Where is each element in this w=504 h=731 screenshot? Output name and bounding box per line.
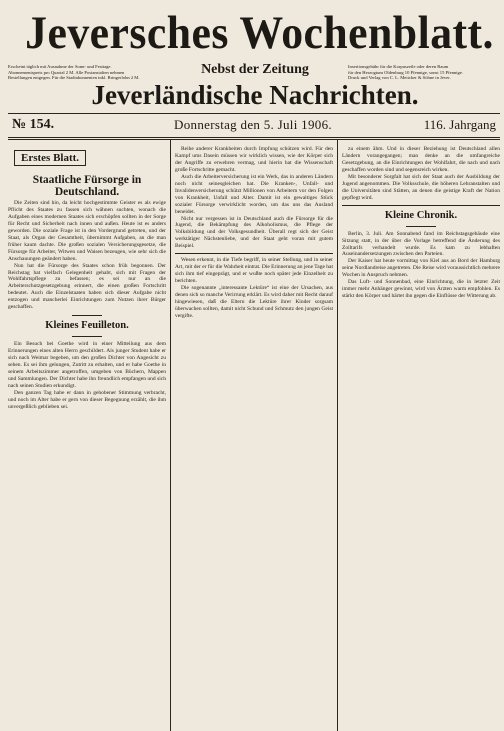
paragraph: zu einem ähm. Und in dieser Beziehung ist Deutschland allen Ländern vorangegangen; man denke an die umfangreiche Gesetzgebung, an die Einrichtungen der Wohlfahrt, die nach und nach geschaffen worden sind und segensreich wirken. xyxy=(342,146,500,173)
paragraph: Berlin, 3. Juli. Am Sonnabend fand im Reichstagsgebäude eine Sitzung statt, in der über die Vorlage betreffend die Änderung des Zolltarifs verhandelt wurde. Es kam zu lebhaften Auseinandersetzungen zwischen den Parteien. xyxy=(342,230,500,258)
paragraph: Nicht nur vergessen ist in Deutschland auch die Fürsorge für die Jugend, die Bekämpfung des Alkoholismus, die Pflege der Volksbildung und der Volksgesundheit. Überall regt sich der Geist werktätiger Nächstenliebe, und der Staat geht voran mit gutem Beispiel. xyxy=(175,215,333,250)
section-box-heading: Erstes Blatt. xyxy=(14,150,86,166)
info-line: Erscheint täglich mit Ausnahme der Sonn- und Festtage. xyxy=(8,64,112,69)
paragraph: Reihe anderer Krankheiten durch Impfung schützen wird. Für den Kampf ums Dasein müssen wir wirklich wissen, wie der Körper sich der Angriffe zu erwehren vermag, und hierin hat die Wissenschaft große Fortschritte gemacht. xyxy=(175,146,333,173)
article-continuation xyxy=(342,146,500,202)
paragraph: Die sogenannte „interessante Lektüre“ ist eine der Ursachen, aus denen sich so manche Verirrung erklärt. Es wird daher mit Recht darauf hingewiesen, daß die Eltern die Lektüre ihrer Kinder sorgsam überwachen sollten, damit nicht Schund und Schmutz den jungen Geist vergifte. xyxy=(175,285,333,319)
masthead-nebst: Nebst der Zeitung xyxy=(201,62,309,77)
section-separator xyxy=(72,315,102,316)
section-separator xyxy=(72,336,102,337)
info-line: Bestellungen entgegen. Für die Stadtabonnenten inkl. Bringerlohn 2 M. xyxy=(8,75,140,81)
section-separator xyxy=(342,205,500,206)
paragraph: Den ganzen Tag habe er dann in gehobener Stimmung verbracht, und noch im Alter habe er gern von dieser Begegnung erzählt, die ihm unvergeßlich geblieben sei. xyxy=(8,389,166,410)
paragraph: Das Luft- und Sonnenbad, eine Einrichtung, die in letzter Zeit immer mehr Anhänger gewinnt, wird von Ärzten warm empfohlen. Es stärkt den Körper und härtet ihn gegen die Einflüsse der Witterung ab. xyxy=(342,279,500,300)
column-1 xyxy=(8,146,166,731)
info-line: für den Herzogtum Oldenburg 10 Pfennige, sonst 15 Pfennige. xyxy=(348,69,463,75)
feuilleton-continuation xyxy=(175,257,333,320)
paragraph: Auch die Arbeiterversicherung ist ein Werk, das in anderen Ländern noch nicht seinesgleichen hat. Die Kranken-, Unfall- und Invalidenversicherung schützt Millionen von Arbeitern vor den Folgen von Krankheit, Unfall und Alter. Damit ist ein gewaltiges Stück sozialer Fürsorge verwirklicht worden, um das uns das Ausland beneidet. xyxy=(175,173,333,215)
paragraph: Ein Besuch bei Goethe wird in einer Mitteilung aus dem Erinnerungen eines alten Herrn geschildert. Als junger Student habe er sich nach Weimar begeben, um den großen Dichter von Angesicht zu sehen. Es sei ihm gelungen, Zutritt zu erhalten, und er habe Goethe in seinem Arbeitszimmer angetroffen, umgeben von Büchern, Mappen und Sammlungen. Der Dichter habe ihn freundlich empfangen und sich nach seinen Studien erkundigt. xyxy=(8,341,166,389)
paragraph: Nun hat die Fürsorge des Staates schon früh begonnen. Der Reichstag hat vielfach Gelegenheit gehabt, sich mit Fragen der Wohlfahrtspflege zu befassen; es sei nur an die Arbeiterschutzgesetzgebung erinnert, die einen großen Fortschritt bedeutet. Auch die Einzelstaaten haben sich dieser Aufgabe nicht entzogen und mancherlei Einrichtungen zum Nutzen ihrer Bürger geschaffen. xyxy=(8,262,166,311)
section-separator xyxy=(175,253,333,254)
issue-date: Donnerstag den 5. Juli 1906. xyxy=(174,117,332,132)
info-line: Abonnementspreis pro Quartal 2 M. Alle Postanstalten nehmen xyxy=(8,69,125,75)
paragraph: Die Zeiten sind hin, da leicht hochgestimmte Geister es als ewige Pflicht des Staates zu fassen sich wähnen suchten, wonach die Aufgaben eines modernen Staates sich erschöpfen sollten in der Sorge für Recht und Sicherheit nach innen und außen. Heute ist es anders geworden. Die soziale Frage ist in den Vordergrund getreten, und der Staat, als Organ der Gesamtheit, übernimmt Aufgaben, an die man früher kaum dachte. Die großen sozialen Versicherungsgesetze, die Fürsorge für Arbeiter, Witwen und Waisen bezeugen, wie sehr sich die Anschauungen geändert haben. xyxy=(8,200,166,262)
column-divider xyxy=(170,140,171,731)
article-continuation xyxy=(175,146,333,250)
info-line: Druck und Verlag von C. L. Mettcker & Söhne in Jever. xyxy=(348,75,451,81)
advertising-info xyxy=(348,64,498,81)
article-heading: Staatliche Fürsorge in Deutschland. xyxy=(32,174,142,198)
paragraph: Wesen erkennt, in die Tiefe begriff, in seiner Stellung, und in seiner Art, mit der er für die Wahrheit eintrat. Die Erinnerung an jene Tage hat sich ihm tief eingeprägt, und er wußte noch später jede Einzelheit zu berichten. xyxy=(175,257,333,285)
subscription-info xyxy=(8,64,158,81)
article-body xyxy=(8,200,166,311)
volume-year: 116. Jahrgang xyxy=(423,117,496,132)
header-rule-bottom xyxy=(8,137,500,138)
column-2 xyxy=(175,146,333,731)
chronicle-heading: Kleine Chronik. xyxy=(384,209,458,221)
section-separator xyxy=(406,226,436,227)
feuilleton-heading: Kleines Feuilleton. xyxy=(45,320,129,332)
info-line: Insertionsgebühr für die Korpuszeile oder deren Raum xyxy=(348,64,449,69)
newspaper-page xyxy=(8,0,502,731)
column-3 xyxy=(342,146,500,731)
dateline xyxy=(8,114,500,136)
masthead-subtitle: Jeverländische Nachrichten. xyxy=(91,80,419,110)
chronicle-body xyxy=(342,231,500,301)
paragraph: Der Kaiser hat heute vormittag von Kiel aus an Bord der Hamburg seine Nordlandreise angetreten. Die Reise wird voraussichtlich mehrere Wochen in Anspruch nehmen. xyxy=(342,258,500,279)
column-divider xyxy=(337,140,338,731)
issue-number: № 154. xyxy=(12,117,55,132)
masthead-title: Jeversches Wochenblatt. xyxy=(25,7,494,59)
paragraph: Mit besonderer Sorgfalt hat sich der Staat auch der Ausbildung der Jugend angenommen. Die Volksschule, die höheren Lehranstalten und die Universitäten sind Stätten, an denen die geistige Kraft der Nation gepflegt wird. xyxy=(342,173,500,201)
feuilleton-body xyxy=(8,341,166,411)
header-rule-double xyxy=(8,139,500,140)
